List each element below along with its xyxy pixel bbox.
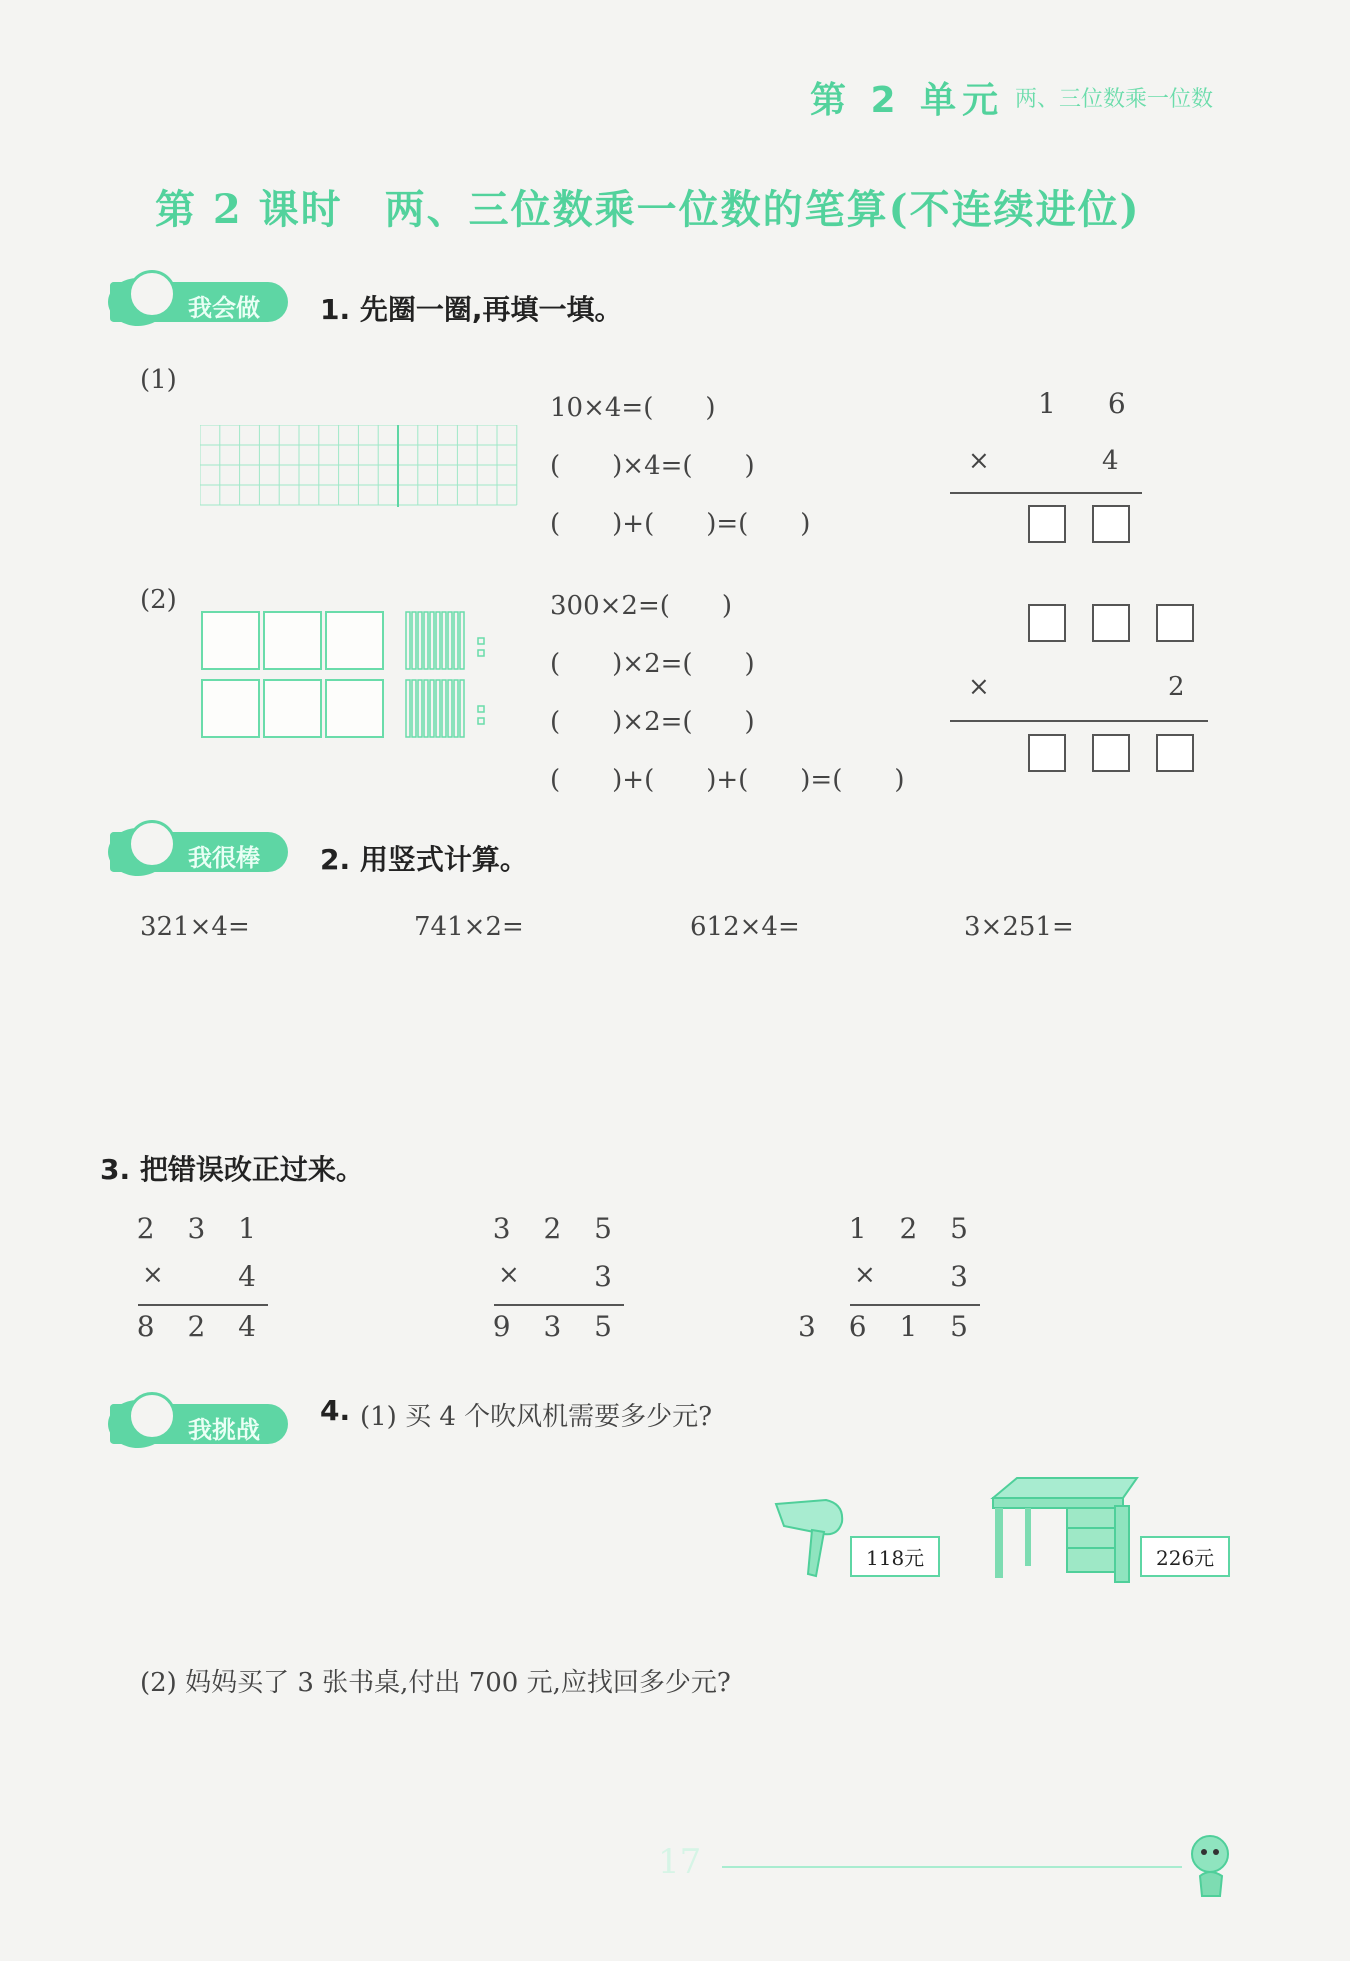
equation-2-1: 300×2=( ): [550, 591, 733, 621]
answer-box[interactable]: [1092, 734, 1130, 772]
equation-1-1: 10×4=( ): [550, 393, 716, 423]
vertical-1-top: 1 6: [1038, 387, 1138, 420]
equation-2-3: ( )×2=( ): [550, 707, 755, 737]
question-1-title: 1. 先圈一圈,再填一填。: [320, 293, 623, 326]
equation-1-3: ( )+( )=( ): [550, 509, 811, 539]
equation-2-2: ( )×2=( ): [550, 649, 755, 679]
footer-line: [722, 1866, 1182, 1868]
vertical-1-multiplier: 4: [1102, 446, 1119, 476]
pencil-icon: [128, 270, 176, 318]
part-1-label: (1): [140, 365, 177, 395]
calc-item: 321×4=: [140, 912, 250, 942]
cartoon-mascot-icon: [1180, 1832, 1244, 1902]
answer-box[interactable]: [1156, 604, 1194, 642]
blocks-312-picture: [200, 610, 490, 742]
badge-great: 我很棒: [110, 820, 288, 872]
price-tag-dryer: 118元: [850, 1536, 940, 1577]
grid-10x4: [200, 425, 520, 507]
price-tag-desk: 226元: [1140, 1536, 1230, 1577]
equation-1-2: ( )×4=( ): [550, 451, 755, 481]
calc-item: 3×251=: [964, 912, 1074, 942]
desk-icon: [985, 1476, 1140, 1586]
answer-box[interactable]: [1092, 505, 1130, 543]
question-4-number: 4.: [320, 1394, 351, 1427]
question-2-title: 2. 用竖式计算。: [320, 843, 528, 876]
fist-icon: [128, 1392, 176, 1440]
unit-topic: 两、三位数乘一位数: [1015, 87, 1214, 112]
calc-item: 612×4=: [690, 912, 800, 942]
answer-box[interactable]: [1028, 604, 1066, 642]
answer-box[interactable]: [1092, 604, 1130, 642]
part-2-label: (2): [140, 585, 177, 615]
answer-box[interactable]: [1028, 505, 1066, 543]
hair-dryer-icon: [772, 1496, 852, 1578]
answer-box[interactable]: [1028, 734, 1066, 772]
question-3-title: 3. 把错误改正过来。: [100, 1153, 364, 1186]
badge-challenge: 我挑战: [110, 1392, 288, 1444]
answer-box[interactable]: [1156, 734, 1194, 772]
lesson-title: 第 2 课时 两、三位数乘一位数的笔算(不连续进位): [155, 186, 1141, 233]
thumbs-up-icon: [128, 820, 176, 868]
page-number: 17: [658, 1842, 702, 1882]
wrong-calc-1: 2 3 1 × 4 8 2 4: [136, 1212, 268, 1343]
question-4-part-2: (2) 妈妈买了 3 张书桌,付出 700 元,应找回多少元?: [140, 1668, 731, 1698]
vertical-1-line: [950, 492, 1142, 494]
multiply-sign: ×: [968, 672, 990, 702]
multiply-sign: ×: [968, 446, 990, 476]
vertical-2-line: [950, 720, 1208, 722]
unit-heading: 第 2 单元: [810, 80, 1005, 121]
question-4-part-1: (1) 买 4 个吹风机需要多少元?: [360, 1402, 713, 1432]
calc-item: 741×2=: [414, 912, 524, 942]
wrong-calc-3: 1 2 5 × 3 3 6 1 5: [798, 1212, 980, 1343]
vertical-2-multiplier: 2: [1168, 672, 1185, 702]
wrong-calc-2: 3 2 5 × 3 9 3 5: [492, 1212, 624, 1343]
equation-2-4: ( )+( )+( )=( ): [550, 765, 905, 795]
badge-can-do: 我会做: [110, 270, 288, 322]
